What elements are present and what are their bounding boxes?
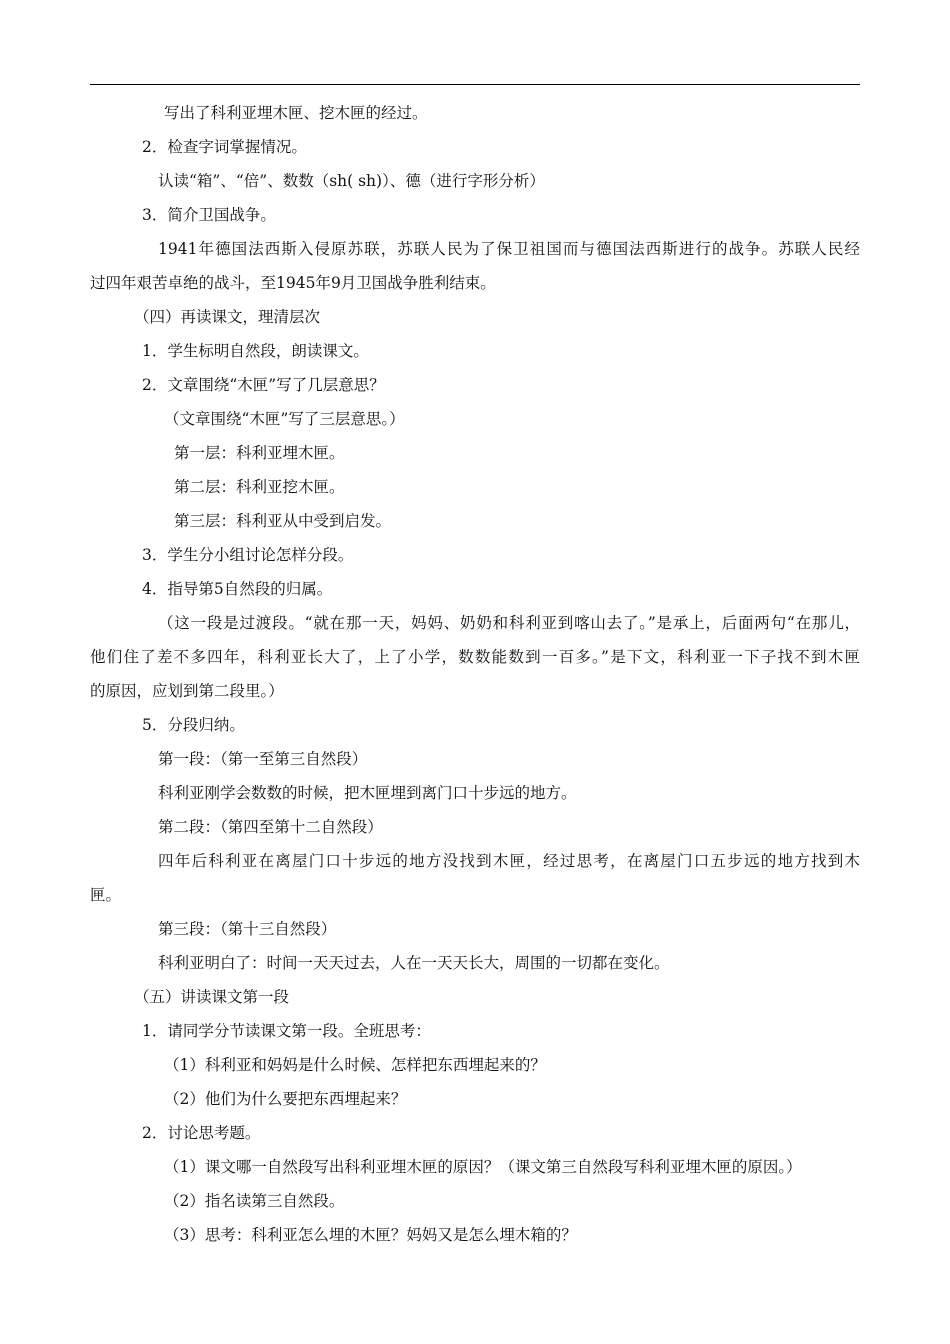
list-item: （2）指名读第三自然段。	[164, 1192, 345, 1210]
list-item: 3．简介卫国战争。	[142, 206, 276, 224]
paragraph-line: 第一段：（第一至第三自然段）	[158, 750, 368, 768]
list-item: （1）科利亚和妈妈是什么时候、怎样把东西埋起来的？	[164, 1056, 546, 1074]
paragraph-line: 第三层：科利亚从中受到启发。	[174, 512, 392, 530]
header-rule	[90, 84, 860, 85]
paragraph-line: 科利亚明白了：时间一天天过去，人在一天天长大，周围的一切都在变化。	[158, 954, 670, 972]
paragraph-line: 的原因，应划到第二段里。）	[90, 682, 284, 700]
document-body	[90, 96, 860, 1252]
list-item: 2．检查字词掌握情况。	[142, 138, 307, 156]
list-item: （1）课文哪一自然段写出科利亚埋木匣的原因？（课文第三自然段写科利亚埋木匣的原因。）	[164, 1158, 802, 1176]
paragraph-line: 过四年艰苦卓绝的战斗，至1945年9月卫国战争胜利结束。	[90, 274, 496, 292]
paragraph-line: 四年后科利亚在离屋门口十步远的地方没找到木匣，经过思考，在离屋门口五步远的地方找到木	[158, 852, 860, 870]
list-item: 5．分段归纳。	[142, 716, 245, 734]
paragraph-line: 第二层：科利亚挖木匣。	[174, 478, 345, 496]
list-item: 2．文章围绕“木匣”写了几层意思？	[142, 376, 385, 394]
list-item: （3）思考：科利亚怎么埋的木匣？妈妈又是怎么埋木箱的？	[164, 1226, 577, 1244]
list-item: （2）他们为什么要把东西埋起来？	[164, 1090, 407, 1108]
paragraph-line: 他们住了差不多四年，科利亚长大了，上了小学，数数能数到一百多。”是下文，科利亚一下子找不到木匣	[90, 648, 860, 666]
list-item: 1．学生标明自然段，朗读课文。	[142, 342, 369, 360]
list-item: 1．请同学分节读课文第一段。全班思考：	[142, 1022, 431, 1040]
section-heading: （五）讲读课文第一段	[134, 988, 290, 1006]
paragraph-line: 第二段：（第四至第十二自然段）	[158, 818, 383, 836]
list-item: 3．学生分小组讨论怎样分段。	[142, 546, 354, 564]
list-item: 4．指导第5自然段的归属。	[142, 580, 333, 598]
paragraph-line: 写出了科利亚埋木匣、挖木匣的经过。	[164, 104, 428, 122]
paragraph-line: 第三段：（第十三自然段）	[158, 920, 337, 938]
paragraph-line: 科利亚刚学会数数的时候，把木匣埋到离门口十步远的地方。	[158, 784, 577, 802]
section-heading: （四）再读课文，理清层次	[134, 308, 321, 326]
list-item: 2．讨论思考题。	[142, 1124, 261, 1142]
paragraph-line: （文章围绕“木匣”写了三层意思。）	[164, 410, 405, 428]
paragraph-line: 1941年德国法西斯入侵原苏联，苏联人民为了保卫祖国而与德国法西斯进行的战争。苏联人民经	[158, 240, 860, 258]
paragraph-line: 匣。	[90, 886, 122, 904]
paragraph-line: 第一层：科利亚埋木匣。	[174, 444, 345, 462]
paragraph-line: （这一段是过渡段。“就在那一天，妈妈、奶奶和科利亚到喀山去了。”是承上，后面两句“在那儿，	[158, 614, 860, 632]
paragraph-line: 认读“箱”、“倍”、数数（sh( sh)）、德（进行字形分析）	[158, 172, 545, 190]
